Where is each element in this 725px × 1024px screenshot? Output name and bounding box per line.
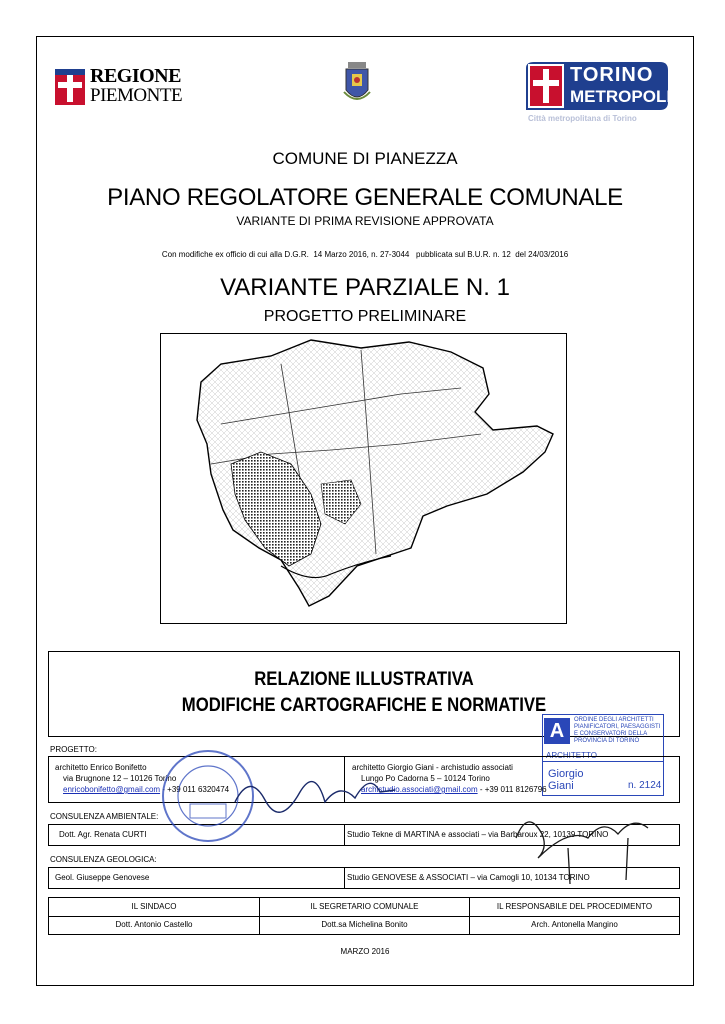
phone-archistudio: - +39 011 8126796: [477, 785, 547, 794]
stamp-role: ARCHITETTO: [546, 751, 597, 760]
approval-note: Con modifiche ex officio di cui alla D.G.R. 14 Marzo 2016, n. 27-3044 pubblicata sul B.U.R. n. 12 del 24/03/2016: [161, 250, 569, 259]
stamp-line1: ORDINE DEGLI ARCHITETTI: [574, 717, 654, 723]
sig-name-responsabile: Arch. Antonella Mangino: [531, 920, 618, 929]
ambientale-label: CONSULENZA AMBIENTALE:: [50, 812, 159, 821]
territory-map-image: [161, 334, 566, 623]
map-frame: [160, 333, 567, 624]
regione-piemonte-logo: [54, 66, 184, 110]
torino-metropoli-logo: [526, 62, 672, 128]
comune-title: COMUNE DI PIANEZZA: [272, 149, 458, 168]
ambientale-divider: [344, 825, 345, 845]
progetto-left-line2: via Brugnone 12 – 10126 Torino: [63, 774, 177, 783]
geologica-divider: [344, 868, 345, 888]
document-title: PIANO REGOLATORE GENERALE COMUNALE: [107, 184, 623, 211]
email-link-archistudio[interactable]: archistudio.associati@gmail.com: [361, 785, 478, 794]
sig-name-sindaco: Dott. Antonio Castello: [115, 920, 193, 929]
stamp-number: n. 2124: [628, 780, 662, 791]
phone-bonifetto: - +39 011 6320474: [160, 785, 230, 794]
sig-name-segretario: Dott.sa Michelina Bonito: [321, 920, 408, 929]
regione-shield-icon: [54, 68, 86, 106]
handwritten-signature-giani-icon: [508, 808, 658, 888]
handwritten-signature-bonifetto-icon: [230, 762, 400, 822]
signatures-table: [48, 897, 680, 935]
sig-header-segretario: IL SEGRETARIO COMUNALE: [310, 902, 419, 911]
progetto-left-line1: architetto Enrico Bonifetto: [55, 763, 147, 772]
stamp-name1: Giorgio: [548, 768, 584, 780]
geologica-label: CONSULENZA GEOLOGICA:: [50, 855, 157, 864]
geologica-right: Studio GENOVESE & ASSOCIATI – via Camogli 10, 10134 TORINO: [347, 873, 590, 882]
torino-subtitle: Città metropolitana di Torino: [528, 114, 637, 123]
pianezza-coat-of-arms-icon: [342, 62, 372, 104]
sig-header-responsabile: IL RESPONSABILE DEL PROCEDIMENTO: [496, 902, 653, 911]
report-title-line2: MODIFICHE CARTOGRAFICHE E NORMATIVE: [181, 695, 547, 716]
stamp-line3: E CONSERVATORI DELLA: [574, 731, 648, 737]
stamp-line4: PROVINCIA DI TORINO: [574, 738, 640, 744]
email-link-bonifetto[interactable]: enricobonifetto@gmail.com: [63, 785, 161, 794]
ambientale-right: Studio Tekne di MARTINA e associati – via Barbaroux 22, 10139 TORINO: [347, 830, 609, 839]
stamp-name2: Giani: [548, 780, 574, 792]
progetto-label: PROGETTO:: [50, 745, 97, 754]
regione-name-line2: PIEMONTE: [90, 85, 183, 106]
sig-header-sindaco: IL SINDACO: [131, 902, 177, 911]
torino-name-line2: METROPOLI: [570, 87, 672, 106]
variante-title: VARIANTE PARZIALE N. 1: [220, 274, 510, 301]
torino-name-line1: TORINO: [570, 64, 654, 86]
ambientale-left: Dott. Agr. Renata CURTI: [59, 830, 147, 839]
sig-row-divider: [49, 916, 679, 917]
document-subtitle: VARIANTE DI PRIMA REVISIONE APPROVATA: [236, 214, 494, 228]
stamp-line2: PIANIFICATORI, PAESAGGISTI: [574, 724, 661, 730]
progetto-right-line1: architetto Giorgio Giani - archistudio associati: [352, 763, 513, 772]
regione-name-line1: REGIONE: [90, 65, 181, 87]
progetto-right-line2: Lungo Po Cadorna 5 – 10124 Torino: [361, 774, 490, 783]
report-title-line1: RELAZIONE ILLUSTRATIVA: [254, 669, 474, 690]
progetto-subtitle: PROGETTO PRELIMINARE: [263, 308, 467, 325]
document-date: MARZO 2016: [340, 947, 390, 956]
stamp-a-icon: A: [544, 718, 570, 744]
geologica-left: Geol. Giuseppe Genovese: [55, 873, 150, 882]
